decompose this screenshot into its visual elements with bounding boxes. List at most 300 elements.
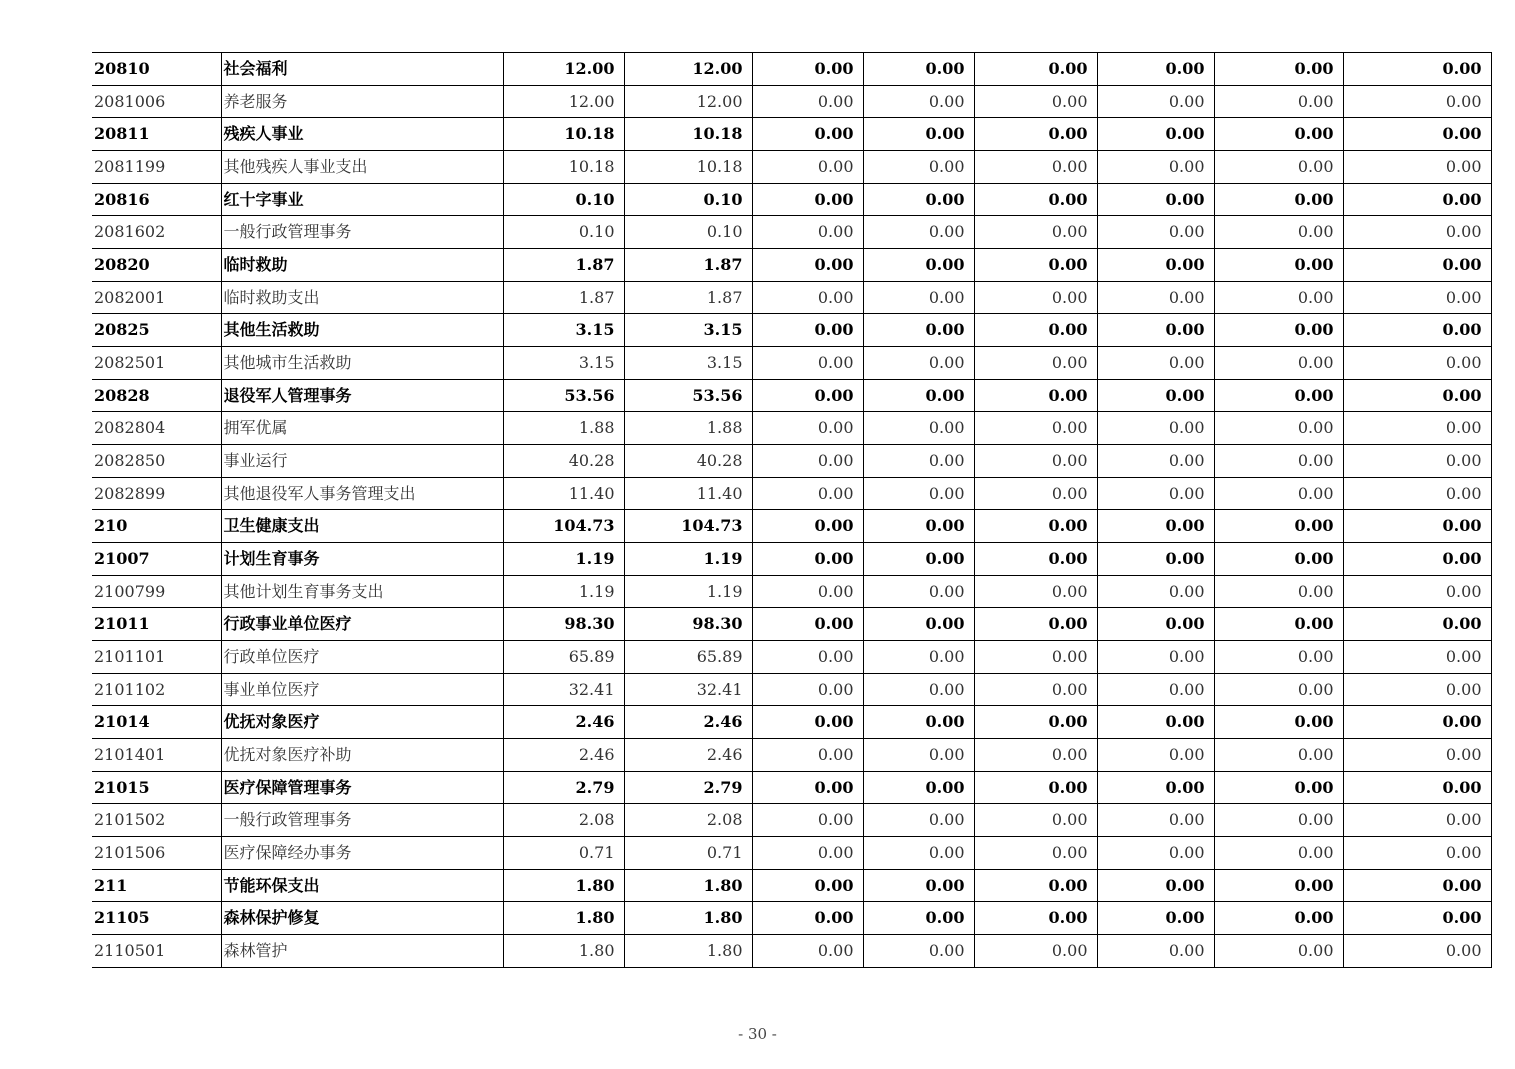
amount-cell: 2.79 bbox=[503, 771, 624, 804]
amount-cell: 0.00 bbox=[1097, 575, 1214, 608]
subject-name-cell: 残疾人事业 bbox=[221, 118, 503, 151]
amount-cell: 0.00 bbox=[1214, 249, 1343, 282]
amount-cell: 1.19 bbox=[503, 543, 624, 576]
subject-name-cell: 社会福利 bbox=[221, 53, 503, 86]
amount-cell: 0.00 bbox=[863, 445, 974, 478]
subject-code-cell: 20820 bbox=[92, 249, 221, 282]
amount-cell: 0.00 bbox=[1343, 641, 1491, 674]
amount-cell: 12.00 bbox=[503, 85, 624, 118]
amount-cell: 0.00 bbox=[974, 183, 1097, 216]
amount-cell: 0.00 bbox=[863, 706, 974, 739]
subject-code-cell: 21015 bbox=[92, 771, 221, 804]
subject-code-cell: 2100799 bbox=[92, 575, 221, 608]
amount-cell: 12.00 bbox=[624, 53, 752, 86]
table-row bbox=[92, 118, 1491, 151]
table-row bbox=[92, 379, 1491, 412]
amount-cell: 0.00 bbox=[1343, 118, 1491, 151]
subject-code-cell: 21011 bbox=[92, 608, 221, 641]
amount-cell: 10.18 bbox=[624, 151, 752, 184]
subject-code-cell: 20811 bbox=[92, 118, 221, 151]
amount-cell: 11.40 bbox=[503, 477, 624, 510]
subject-name-cell: 事业单位医疗 bbox=[221, 673, 503, 706]
amount-cell: 0.00 bbox=[1214, 412, 1343, 445]
amount-cell: 0.00 bbox=[1343, 477, 1491, 510]
amount-cell: 0.00 bbox=[974, 673, 1097, 706]
amount-cell: 0.00 bbox=[863, 151, 974, 184]
table-row bbox=[92, 249, 1491, 282]
amount-cell: 0.00 bbox=[752, 902, 863, 935]
amount-cell: 0.00 bbox=[1097, 118, 1214, 151]
amount-cell: 0.00 bbox=[752, 608, 863, 641]
amount-cell: 0.00 bbox=[1097, 151, 1214, 184]
amount-cell: 0.00 bbox=[1097, 837, 1214, 870]
amount-cell: 10.18 bbox=[503, 118, 624, 151]
subject-name-cell: 节能环保支出 bbox=[221, 869, 503, 902]
amount-cell: 0.00 bbox=[1214, 608, 1343, 641]
subject-name-cell: 行政单位医疗 bbox=[221, 641, 503, 674]
amount-cell: 0.00 bbox=[752, 935, 863, 968]
amount-cell: 0.00 bbox=[1214, 641, 1343, 674]
subject-name-cell: 退役军人管理事务 bbox=[221, 379, 503, 412]
amount-cell: 0.00 bbox=[974, 379, 1097, 412]
amount-cell: 0.00 bbox=[974, 739, 1097, 772]
amount-cell: 0.00 bbox=[1214, 281, 1343, 314]
amount-cell: 0.00 bbox=[1214, 53, 1343, 86]
subject-code-cell: 21105 bbox=[92, 902, 221, 935]
amount-cell: 0.00 bbox=[752, 216, 863, 249]
amount-cell: 0.00 bbox=[974, 249, 1097, 282]
amount-cell: 0.00 bbox=[863, 85, 974, 118]
amount-cell: 0.00 bbox=[1214, 347, 1343, 380]
amount-cell: 0.00 bbox=[1343, 445, 1491, 478]
amount-cell: 0.71 bbox=[624, 837, 752, 870]
table-row bbox=[92, 85, 1491, 118]
amount-cell: 0.00 bbox=[1097, 412, 1214, 445]
subject-code-cell: 21007 bbox=[92, 543, 221, 576]
subject-code-cell: 20816 bbox=[92, 183, 221, 216]
amount-cell: 0.00 bbox=[1214, 216, 1343, 249]
amount-cell: 0.00 bbox=[1214, 935, 1343, 968]
table-row bbox=[92, 216, 1491, 249]
amount-cell: 32.41 bbox=[503, 673, 624, 706]
amount-cell: 0.00 bbox=[1097, 869, 1214, 902]
table-row bbox=[92, 151, 1491, 184]
subject-code-cell: 2082804 bbox=[92, 412, 221, 445]
amount-cell: 0.00 bbox=[863, 935, 974, 968]
subject-name-cell: 拥军优属 bbox=[221, 412, 503, 445]
amount-cell: 0.00 bbox=[863, 53, 974, 86]
amount-cell: 0.00 bbox=[863, 249, 974, 282]
amount-cell: 0.00 bbox=[863, 771, 974, 804]
subject-name-cell: 医疗保障管理事务 bbox=[221, 771, 503, 804]
subject-code-cell: 2101502 bbox=[92, 804, 221, 837]
amount-cell: 0.00 bbox=[1214, 85, 1343, 118]
amount-cell: 0.00 bbox=[1343, 673, 1491, 706]
amount-cell: 0.00 bbox=[1343, 935, 1491, 968]
subject-code-cell: 2101101 bbox=[92, 641, 221, 674]
amount-cell: 0.00 bbox=[863, 641, 974, 674]
amount-cell: 0.00 bbox=[1097, 771, 1214, 804]
subject-name-cell: 其他城市生活救助 bbox=[221, 347, 503, 380]
amount-cell: 0.00 bbox=[1343, 804, 1491, 837]
amount-cell: 0.00 bbox=[752, 510, 863, 543]
amount-cell: 0.00 bbox=[974, 543, 1097, 576]
subject-code-cell: 2082899 bbox=[92, 477, 221, 510]
subject-name-cell: 临时救助 bbox=[221, 249, 503, 282]
amount-cell: 0.00 bbox=[974, 641, 1097, 674]
amount-cell: 0.00 bbox=[1097, 445, 1214, 478]
amount-cell: 0.00 bbox=[863, 412, 974, 445]
table-row bbox=[92, 183, 1491, 216]
amount-cell: 53.56 bbox=[624, 379, 752, 412]
amount-cell: 0.00 bbox=[1343, 869, 1491, 902]
subject-name-cell: 优抚对象医疗 bbox=[221, 706, 503, 739]
amount-cell: 3.15 bbox=[503, 314, 624, 347]
amount-cell: 2.46 bbox=[503, 739, 624, 772]
subject-code-cell: 2101102 bbox=[92, 673, 221, 706]
amount-cell: 0.00 bbox=[752, 706, 863, 739]
amount-cell: 0.00 bbox=[1343, 837, 1491, 870]
amount-cell: 53.56 bbox=[503, 379, 624, 412]
amount-cell: 0.00 bbox=[863, 804, 974, 837]
amount-cell: 0.00 bbox=[752, 673, 863, 706]
amount-cell: 1.80 bbox=[503, 902, 624, 935]
amount-cell: 0.00 bbox=[1343, 151, 1491, 184]
amount-cell: 0.00 bbox=[752, 445, 863, 478]
amount-cell: 0.00 bbox=[752, 641, 863, 674]
table-row bbox=[92, 543, 1491, 576]
amount-cell: 0.00 bbox=[1097, 739, 1214, 772]
table-row bbox=[92, 804, 1491, 837]
amount-cell: 0.00 bbox=[863, 477, 974, 510]
amount-cell: 0.00 bbox=[1343, 183, 1491, 216]
amount-cell: 0.00 bbox=[1097, 347, 1214, 380]
amount-cell: 1.80 bbox=[624, 935, 752, 968]
amount-cell: 0.00 bbox=[1343, 902, 1491, 935]
subject-code-cell: 211 bbox=[92, 869, 221, 902]
amount-cell: 0.00 bbox=[1097, 314, 1214, 347]
subject-name-cell: 计划生育事务 bbox=[221, 543, 503, 576]
amount-cell: 0.00 bbox=[974, 53, 1097, 86]
amount-cell: 0.00 bbox=[974, 771, 1097, 804]
amount-cell: 0.00 bbox=[1343, 543, 1491, 576]
amount-cell: 0.00 bbox=[974, 85, 1097, 118]
amount-cell: 0.00 bbox=[863, 314, 974, 347]
amount-cell: 0.00 bbox=[863, 902, 974, 935]
amount-cell: 0.00 bbox=[863, 379, 974, 412]
page-number: - 30 - bbox=[738, 1025, 777, 1043]
table-row bbox=[92, 869, 1491, 902]
subject-name-cell: 优抚对象医疗补助 bbox=[221, 739, 503, 772]
amount-cell: 0.00 bbox=[1097, 85, 1214, 118]
amount-cell: 1.87 bbox=[624, 281, 752, 314]
amount-cell: 0.00 bbox=[752, 85, 863, 118]
amount-cell: 0.00 bbox=[863, 183, 974, 216]
subject-code-cell: 210 bbox=[92, 510, 221, 543]
amount-cell: 12.00 bbox=[503, 53, 624, 86]
amount-cell: 1.87 bbox=[503, 281, 624, 314]
subject-name-cell: 养老服务 bbox=[221, 85, 503, 118]
amount-cell: 1.19 bbox=[624, 543, 752, 576]
amount-cell: 0.00 bbox=[974, 575, 1097, 608]
subject-code-cell: 21014 bbox=[92, 706, 221, 739]
table-row bbox=[92, 837, 1491, 870]
amount-cell: 0.00 bbox=[863, 837, 974, 870]
subject-name-cell: 卫生健康支出 bbox=[221, 510, 503, 543]
subject-name-cell: 其他退役军人事务管理支出 bbox=[221, 477, 503, 510]
amount-cell: 0.00 bbox=[974, 151, 1097, 184]
amount-cell: 104.73 bbox=[624, 510, 752, 543]
amount-cell: 0.00 bbox=[974, 510, 1097, 543]
amount-cell: 0.00 bbox=[1343, 347, 1491, 380]
amount-cell: 0.00 bbox=[974, 216, 1097, 249]
amount-cell: 2.79 bbox=[624, 771, 752, 804]
subject-code-cell: 2101506 bbox=[92, 837, 221, 870]
amount-cell: 0.00 bbox=[974, 281, 1097, 314]
amount-cell: 0.00 bbox=[974, 314, 1097, 347]
amount-cell: 12.00 bbox=[624, 85, 752, 118]
amount-cell: 0.00 bbox=[863, 347, 974, 380]
amount-cell: 0.00 bbox=[1343, 53, 1491, 86]
subject-code-cell: 2081602 bbox=[92, 216, 221, 249]
table-row bbox=[92, 445, 1491, 478]
subject-name-cell: 森林保护修复 bbox=[221, 902, 503, 935]
amount-cell: 0.00 bbox=[1097, 935, 1214, 968]
table-row bbox=[92, 641, 1491, 674]
amount-cell: 0.00 bbox=[1214, 477, 1343, 510]
subject-name-cell: 医疗保障经办事务 bbox=[221, 837, 503, 870]
budget-table bbox=[92, 52, 1492, 968]
amount-cell: 0.00 bbox=[1097, 53, 1214, 86]
amount-cell: 98.30 bbox=[624, 608, 752, 641]
amount-cell: 0.00 bbox=[1097, 608, 1214, 641]
amount-cell: 0.00 bbox=[1343, 314, 1491, 347]
table-row bbox=[92, 902, 1491, 935]
table-row bbox=[92, 412, 1491, 445]
amount-cell: 0.00 bbox=[752, 379, 863, 412]
amount-cell: 0.00 bbox=[752, 249, 863, 282]
amount-cell: 40.28 bbox=[624, 445, 752, 478]
amount-cell: 0.00 bbox=[1097, 183, 1214, 216]
amount-cell: 0.00 bbox=[1097, 804, 1214, 837]
amount-cell: 0.00 bbox=[1214, 771, 1343, 804]
amount-cell: 0.00 bbox=[863, 739, 974, 772]
amount-cell: 0.00 bbox=[974, 347, 1097, 380]
amount-cell: 0.00 bbox=[752, 314, 863, 347]
subject-name-cell: 一般行政管理事务 bbox=[221, 216, 503, 249]
amount-cell: 0.00 bbox=[974, 837, 1097, 870]
amount-cell: 1.80 bbox=[624, 902, 752, 935]
amount-cell: 0.00 bbox=[752, 477, 863, 510]
amount-cell: 0.00 bbox=[1214, 314, 1343, 347]
amount-cell: 0.00 bbox=[863, 281, 974, 314]
subject-name-cell: 临时救助支出 bbox=[221, 281, 503, 314]
amount-cell: 0.10 bbox=[503, 183, 624, 216]
amount-cell: 104.73 bbox=[503, 510, 624, 543]
amount-cell: 98.30 bbox=[503, 608, 624, 641]
amount-cell: 1.88 bbox=[624, 412, 752, 445]
amount-cell: 2.08 bbox=[624, 804, 752, 837]
amount-cell: 32.41 bbox=[624, 673, 752, 706]
amount-cell: 0.00 bbox=[1097, 706, 1214, 739]
amount-cell: 3.15 bbox=[503, 347, 624, 380]
amount-cell: 10.18 bbox=[503, 151, 624, 184]
amount-cell: 40.28 bbox=[503, 445, 624, 478]
amount-cell: 0.00 bbox=[1097, 902, 1214, 935]
table-row bbox=[92, 347, 1491, 380]
amount-cell: 0.00 bbox=[1214, 739, 1343, 772]
amount-cell: 65.89 bbox=[624, 641, 752, 674]
amount-cell: 1.87 bbox=[503, 249, 624, 282]
amount-cell: 0.00 bbox=[863, 673, 974, 706]
amount-cell: 0.00 bbox=[1214, 869, 1343, 902]
amount-cell: 3.15 bbox=[624, 347, 752, 380]
amount-cell: 1.19 bbox=[503, 575, 624, 608]
amount-cell: 0.00 bbox=[1097, 641, 1214, 674]
table-row bbox=[92, 281, 1491, 314]
amount-cell: 0.00 bbox=[1214, 118, 1343, 151]
amount-cell: 0.00 bbox=[752, 53, 863, 86]
amount-cell: 0.00 bbox=[1214, 151, 1343, 184]
amount-cell: 0.00 bbox=[974, 804, 1097, 837]
amount-cell: 1.80 bbox=[503, 869, 624, 902]
amount-cell: 0.10 bbox=[503, 216, 624, 249]
amount-cell: 0.00 bbox=[752, 151, 863, 184]
amount-cell: 0.00 bbox=[1343, 739, 1491, 772]
amount-cell: 0.00 bbox=[863, 543, 974, 576]
amount-cell: 0.00 bbox=[1343, 608, 1491, 641]
table-row bbox=[92, 935, 1491, 968]
amount-cell: 0.00 bbox=[752, 281, 863, 314]
amount-cell: 0.00 bbox=[1214, 902, 1343, 935]
amount-cell: 0.00 bbox=[1214, 445, 1343, 478]
amount-cell: 11.40 bbox=[624, 477, 752, 510]
amount-cell: 0.00 bbox=[1343, 575, 1491, 608]
amount-cell: 0.00 bbox=[1343, 412, 1491, 445]
amount-cell: 0.00 bbox=[863, 216, 974, 249]
amount-cell: 0.00 bbox=[1214, 575, 1343, 608]
amount-cell: 0.00 bbox=[752, 869, 863, 902]
subject-name-cell: 其他残疾人事业支出 bbox=[221, 151, 503, 184]
amount-cell: 0.00 bbox=[1214, 510, 1343, 543]
table-row bbox=[92, 673, 1491, 706]
subject-code-cell: 2081199 bbox=[92, 151, 221, 184]
subject-name-cell: 森林管护 bbox=[221, 935, 503, 968]
amount-cell: 3.15 bbox=[624, 314, 752, 347]
amount-cell: 0.00 bbox=[752, 347, 863, 380]
amount-cell: 0.00 bbox=[1343, 510, 1491, 543]
amount-cell: 0.00 bbox=[974, 706, 1097, 739]
amount-cell: 0.00 bbox=[974, 869, 1097, 902]
amount-cell: 10.18 bbox=[624, 118, 752, 151]
amount-cell: 0.00 bbox=[974, 935, 1097, 968]
amount-cell: 0.00 bbox=[974, 445, 1097, 478]
table-row bbox=[92, 510, 1491, 543]
amount-cell: 0.10 bbox=[624, 216, 752, 249]
subject-code-cell: 20810 bbox=[92, 53, 221, 86]
amount-cell: 0.00 bbox=[863, 575, 974, 608]
amount-cell: 0.00 bbox=[863, 510, 974, 543]
amount-cell: 0.00 bbox=[974, 412, 1097, 445]
amount-cell: 0.00 bbox=[1343, 771, 1491, 804]
amount-cell: 1.87 bbox=[624, 249, 752, 282]
amount-cell: 1.80 bbox=[624, 869, 752, 902]
amount-cell: 0.00 bbox=[1343, 249, 1491, 282]
subject-name-cell: 一般行政管理事务 bbox=[221, 804, 503, 837]
amount-cell: 0.00 bbox=[1097, 249, 1214, 282]
subject-code-cell: 2101401 bbox=[92, 739, 221, 772]
amount-cell: 2.46 bbox=[624, 706, 752, 739]
amount-cell: 0.00 bbox=[863, 869, 974, 902]
amount-cell: 0.00 bbox=[974, 477, 1097, 510]
amount-cell: 0.00 bbox=[1097, 510, 1214, 543]
amount-cell: 1.88 bbox=[503, 412, 624, 445]
amount-cell: 0.00 bbox=[752, 771, 863, 804]
amount-cell: 0.00 bbox=[863, 608, 974, 641]
subject-code-cell: 2081006 bbox=[92, 85, 221, 118]
amount-cell: 0.00 bbox=[974, 118, 1097, 151]
amount-cell: 0.00 bbox=[1214, 804, 1343, 837]
amount-cell: 0.00 bbox=[752, 118, 863, 151]
amount-cell: 0.00 bbox=[1343, 706, 1491, 739]
amount-cell: 0.00 bbox=[752, 543, 863, 576]
amount-cell: 0.10 bbox=[624, 183, 752, 216]
amount-cell: 2.08 bbox=[503, 804, 624, 837]
table-row bbox=[92, 477, 1491, 510]
amount-cell: 0.00 bbox=[752, 412, 863, 445]
subject-name-cell: 其他计划生育事务支出 bbox=[221, 575, 503, 608]
table-row bbox=[92, 575, 1491, 608]
amount-cell: 0.00 bbox=[1097, 673, 1214, 706]
table-row bbox=[92, 608, 1491, 641]
table-row bbox=[92, 314, 1491, 347]
subject-code-cell: 20828 bbox=[92, 379, 221, 412]
table-row bbox=[92, 706, 1491, 739]
budget-table-container bbox=[92, 52, 1492, 968]
amount-cell: 0.00 bbox=[1214, 837, 1343, 870]
amount-cell: 0.00 bbox=[752, 804, 863, 837]
table-row bbox=[92, 739, 1491, 772]
amount-cell: 0.00 bbox=[1343, 216, 1491, 249]
amount-cell: 0.00 bbox=[1097, 477, 1214, 510]
subject-code-cell: 2082001 bbox=[92, 281, 221, 314]
amount-cell: 0.00 bbox=[1097, 543, 1214, 576]
table-row bbox=[92, 771, 1491, 804]
amount-cell: 0.00 bbox=[974, 902, 1097, 935]
amount-cell: 0.00 bbox=[752, 739, 863, 772]
amount-cell: 65.89 bbox=[503, 641, 624, 674]
amount-cell: 0.00 bbox=[1097, 216, 1214, 249]
amount-cell: 1.80 bbox=[503, 935, 624, 968]
amount-cell: 0.00 bbox=[863, 118, 974, 151]
subject-name-cell: 事业运行 bbox=[221, 445, 503, 478]
amount-cell: 0.00 bbox=[1343, 281, 1491, 314]
amount-cell: 0.00 bbox=[1343, 85, 1491, 118]
subject-code-cell: 2082501 bbox=[92, 347, 221, 380]
amount-cell: 0.00 bbox=[1097, 281, 1214, 314]
amount-cell: 0.00 bbox=[974, 608, 1097, 641]
amount-cell: 0.00 bbox=[1214, 543, 1343, 576]
amount-cell: 0.00 bbox=[1214, 379, 1343, 412]
amount-cell: 1.19 bbox=[624, 575, 752, 608]
subject-code-cell: 2110501 bbox=[92, 935, 221, 968]
subject-name-cell: 其他生活救助 bbox=[221, 314, 503, 347]
subject-code-cell: 20825 bbox=[92, 314, 221, 347]
table-body bbox=[92, 53, 1491, 968]
amount-cell: 0.00 bbox=[752, 837, 863, 870]
subject-name-cell: 行政事业单位医疗 bbox=[221, 608, 503, 641]
subject-name-cell: 红十字事业 bbox=[221, 183, 503, 216]
